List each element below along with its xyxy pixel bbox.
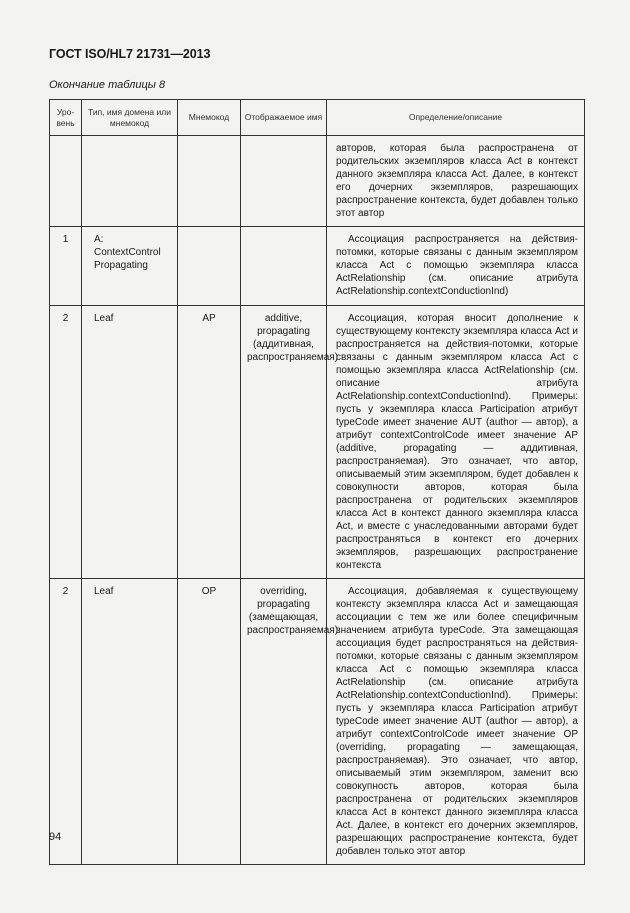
cell-mnemonic [178,227,241,306]
table-row [50,227,585,306]
col-header-display: Отображаемое имя [241,100,327,136]
page-number: 94 [49,831,62,843]
col-header-type: Тип, имя домена или мнемокод [82,100,178,136]
cell-type: Leaf [82,306,178,579]
table-row [50,136,585,227]
cell-level: 2 [50,579,82,865]
cell-display [241,136,327,227]
col-header-level: Уро-вень [50,100,82,136]
col-header-mnemonic: Мнемокод [178,100,241,136]
cell-mnemonic [178,136,241,227]
cell-level: 2 [50,306,82,579]
cell-definition: Ассоциация распространяется на действия-потомки, которые связаны с данным экземпляром класса Act с помощью экземпляра класса ActRelationship (см. описание атрибута ActRelationship.contextConductionInd) [327,227,585,306]
table-row [50,579,585,865]
cell-mnemonic: AP [178,306,241,579]
cell-type: A: ContextControl Propagating [82,227,178,306]
cell-definition: авторов, которая была распространена от родительских экземпляров класса Act в контекст данного экземпляра класса Act. Далее, в контекст его дочерних экземпляров, разрешающих распространение контекста, будет добавлен только этот автор [327,136,585,227]
table-header-row [50,100,585,136]
cell-type: Leaf [82,579,178,865]
cell-level [50,136,82,227]
cell-mnemonic: OP [178,579,241,865]
cell-definition: Ассоциация, добавляемая к существующему контексту экземпляра класса Act и замещающая ассоциации с тем же или более специфичным значением атрибута typeCode. Эта замещающая ассоциация будет распространяться на действия-потомки, которые связаны с данным экземпляром класса Act с помощью экземпляра класса ActRelationship (см. описание атрибута ActRelationship.contextConductionInd). Примеры: пусть у экземпляра класса Participation атрибут typeCode имеет значение AUT (author — автор), а атрибут contextControlCode имеет значение OP (overriding, propagating — замещающая, распространяемая). Это означает, что автор, описываемый этим экземпляром, заменит всю совокупность авторов, которая была распространена от родительских экземпляров класса Act в контекст данного экземпляра класса Act. Далее, в контекст его дочерних экземпляров, разрешающих распространение контекста, будет добавлен только этот автор [327,579,585,865]
cell-display: overriding, propagating (замещающая, распространяемая) [241,579,327,865]
document-header: ГОСТ ISO/HL7 21731—2013 [49,47,211,61]
col-header-definition: Определение/описание [327,100,585,136]
table-caption: Окончание таблицы 8 [49,79,166,91]
table-row [50,306,585,579]
cell-type [82,136,178,227]
cell-level: 1 [50,227,82,306]
cell-definition: Ассоциация, которая вносит дополнение к существующему контексту экземпляра класса Act и распространяется на действия-потомки, которые связаны с данным экземпляром класса Act с помощью экземпляра класса ActRelationship (см. описание атрибута ActRelationship.contextConductionInd). Примеры: пусть у экземпляра класса Participation атрибут typeCode имеет значение AUT (author — автор), а атрибут contextControlCode имеет значение AP (additive, propagating — аддитивная, распространяемая). Это означает, что автор, описываемый этим экземпляром, будет добавлен к совокупности авторов, которая была распространена от родительских экземпляров класса Act в контекст данного экземпляра класса Act, и вместе с унаследованными авторами будет распространяться в контекст его дочерних экземпляров, разрешающих распространение контекста [327,306,585,579]
cell-display [241,227,327,306]
cell-display: additive, propagating (аддитивная, распространяемая) [241,306,327,579]
definitions-table [49,99,585,865]
